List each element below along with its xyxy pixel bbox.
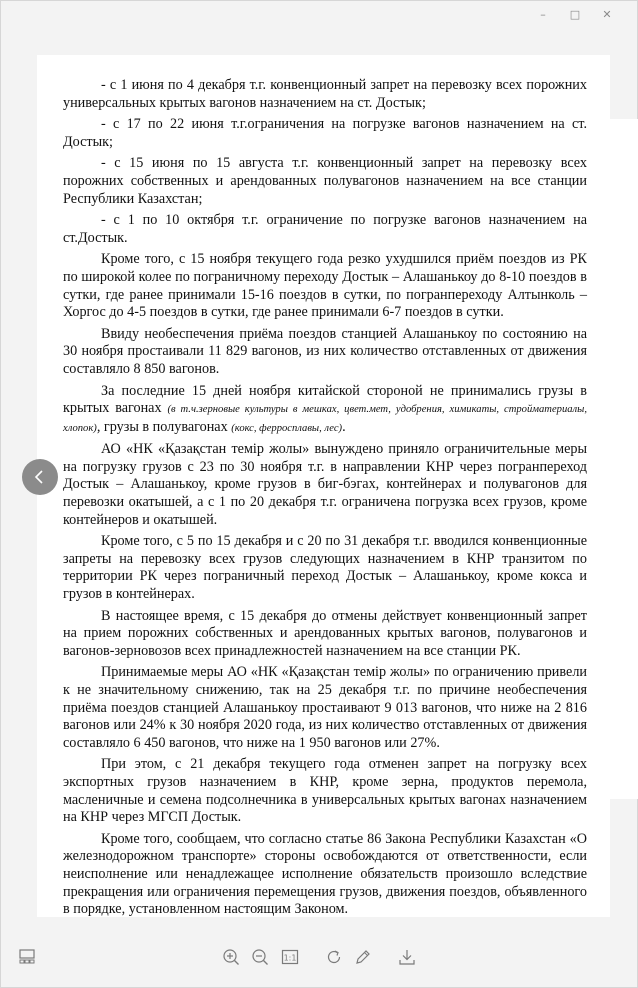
paragraph-7-text-b: , грузы в полувагонах bbox=[96, 418, 232, 435]
paragraph-7-note-b: (кокс, ферросплавы, лес) bbox=[231, 422, 343, 434]
chevron-left-icon bbox=[32, 469, 48, 485]
paragraph-11: Принимаемые меры АО «НК «Қазақстан темір жолы» по ограничению привели к не значительному снижению, так на 25 декабря т.г. по причине необеспечения приёма поездов станцией Алашанькоу простаивают 9 013 вагонов, что ниже на 2 816 вагонов или 24% к 30 ноября 2020 года, из них количество отставленных от движения составляло 6 450 вагонов, что ниже на 1 950 вагонов или 27%. bbox=[63, 664, 587, 751]
paragraph-1: - с 1 июня по 4 декабря т.г. конвенционный запрет на перевозку всех порожних универсальных крытых вагонов назначением на ст. Достык; bbox=[63, 77, 587, 111]
previous-page-button[interactable] bbox=[22, 459, 58, 495]
paragraph-7-text-a: За последние 15 дней ноября китайской стороной не принимались грузы в крытых вагонах bbox=[63, 382, 587, 417]
bottom-toolbar bbox=[1, 941, 637, 973]
maximize-button[interactable]: □ bbox=[569, 7, 581, 21]
zoom-out-icon[interactable] bbox=[250, 947, 270, 967]
paragraph-4: - с 1 по 10 октября т.г. ограничение по погрузке вагонов назначением на ст.Достык. bbox=[63, 212, 587, 246]
paragraph-12: При этом, с 21 декабря текущего года отменен запрет на погрузку всех экспортных грузов назначением в КНР, кроме зерна, продуктов перемола, масленичные и семена подсолнечника в универсальных крытых вагонах назначением на КНР через МГСП Достык. bbox=[63, 756, 587, 826]
zoom-in-icon[interactable] bbox=[221, 947, 241, 967]
paragraph-5: Кроме того, с 15 ноября текущего года резко ухудшился приём поездов из РК по широкой колее по пограничному переходу Достык – Алашанькоу до 8-10 поездов в сутки, где ранее принимали 15-16 поездов в сутки, по погранпереходу Алтынколь – Хоргос до 4-5 поездов в сутки, где ранее принимали 6-7 поездов в сутки. bbox=[63, 251, 587, 321]
paragraph-9: Кроме того, с 5 по 15 декабря и с 20 по 31 декабря т.г. вводился конвенционные запреты на перевозку всех грузов следующих назначением в КНР транзитом по территории РК через пограничный переход Достык – Алашанькоу, кроме кокса и грузов в контейнерах. bbox=[63, 533, 587, 603]
document-page bbox=[37, 55, 610, 917]
page-edge bbox=[610, 119, 638, 799]
download-icon[interactable] bbox=[397, 947, 417, 967]
actual-size-label: 1:1 bbox=[283, 953, 297, 963]
close-button[interactable]: ✕ bbox=[602, 7, 612, 21]
paragraph-7 bbox=[63, 383, 587, 438]
paragraph-6: Ввиду необеспечения приёма поездов станцией Алашанькоу по состоянию на 30 ноября простаивали 11 829 вагонов, из них количество отставленных от движения составляло 8 850 вагонов. bbox=[63, 325, 587, 377]
paragraph-10: В настоящее время, с 15 декабря до отмены действует конвенционный запрет на прием порожних собственных и арендованных крытых вагонов, полувагонов и вагонов-зерновозов всех принадлежностей назначением на все станции РК. bbox=[63, 607, 587, 659]
paragraph-7-note-a: (в т.ч.зерновые культуры в мешках, цвет.мет, удобрения, химикаты, стройматериалы, хлопок) bbox=[63, 404, 587, 434]
rotate-icon[interactable] bbox=[324, 947, 344, 967]
paragraph-2: - с 17 по 22 июня т.г.ограничения на погрузке вагонов назначением на ст. Достык; bbox=[63, 116, 587, 150]
paragraph-3: - с 15 июня по 15 августа т.г. конвенционный запрет на перевозку всех порожних собственных и арендованных полувагонов назначением на все станции Республики Казахстан; bbox=[63, 155, 587, 207]
document-text bbox=[63, 77, 587, 919]
window-controls bbox=[527, 5, 623, 23]
paragraph-13: Кроме того, сообщаем, что согласно статье 86 Закона Республики Казахстан «О железнодорожном транспорте» стороны освобождаются от ответственности, если неисполнение или ненадлежащее исполнение обязательств произошло вследствие прекращения или ограничения перемещения грузов, движения поездов, объявленного в порядке, установленном настоящим Законом. bbox=[63, 830, 587, 918]
actual-size-icon[interactable] bbox=[280, 947, 300, 967]
annotate-icon[interactable] bbox=[353, 947, 373, 967]
paragraph-8: АО «НК «Қазақстан темір жолы» вынуждено приняло ограничительные меры на погрузку грузов с 23 по 30 ноября т.г. в направлении КНР через погранпереход Достык – Алашанькоу, кроме грузов в биг-бэгах, контейнерах и полувагонов для перевозки окатышей, а с 1 по 20 декабря т.г. ограничена погрузка всех грузов, кроме контейнеров и окатышей. bbox=[63, 441, 587, 528]
paragraph-7-text-c: . bbox=[342, 418, 346, 435]
thumbnails-icon[interactable] bbox=[17, 947, 37, 967]
minimize-button[interactable]: – bbox=[540, 7, 546, 21]
